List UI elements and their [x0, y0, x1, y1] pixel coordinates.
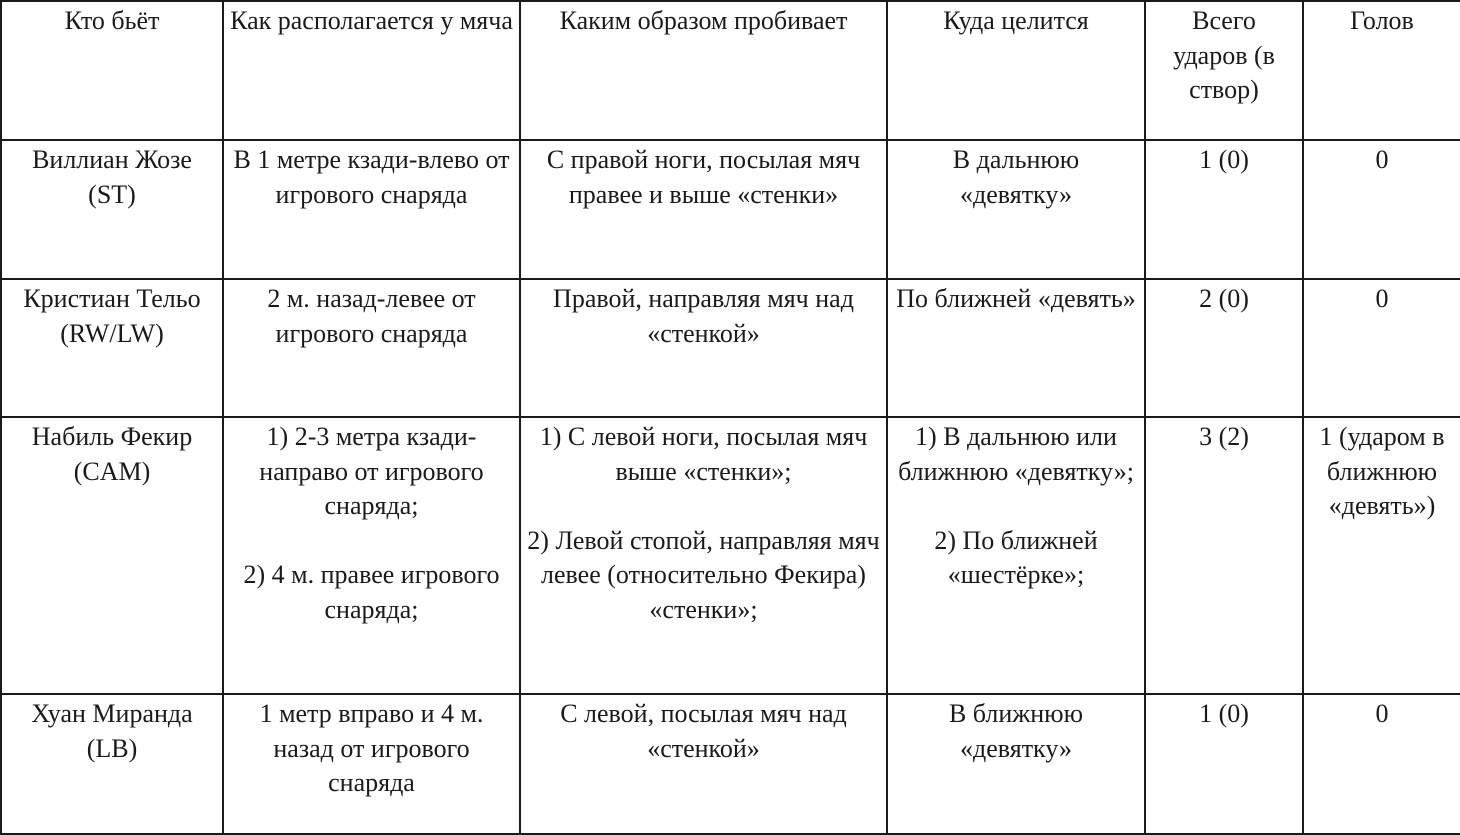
cell-position: В 1 метре кзади-влево от игрового снаряда	[223, 140, 520, 279]
cell-shooter: Виллиан Жозе (ST)	[1, 140, 223, 279]
cell-shooter: Набиль Фекир (CAM)	[1, 417, 223, 694]
table-row	[1, 694, 1460, 834]
header-row	[1, 1, 1460, 140]
cell-total-shots: 1 (0)	[1145, 140, 1303, 279]
table-row	[1, 417, 1460, 694]
cell-position: 1) 2-3 метра кзади-направо от игрового снаряда; 2) 4 м. правее игрового снаряда;	[223, 417, 520, 694]
cell-technique: Правой, направляя мяч над «стенкой»	[520, 279, 887, 417]
cell-total-shots: 1 (0)	[1145, 694, 1303, 834]
header-cell-position: Как располагается у мяча	[223, 1, 520, 140]
cell-technique: 1) С левой ноги, посылая мяч выше «стенки»; 2) Левой стопой, направляя мяч левее (относительно Фекира) «стенки»;	[520, 417, 887, 694]
cell-goals: 0	[1303, 694, 1460, 834]
header-cell-goals: Голов	[1303, 1, 1460, 140]
cell-shooter: Хуан Миранда (LB)	[1, 694, 223, 834]
table-row	[1, 279, 1460, 417]
cell-target: По ближней «девять»	[887, 279, 1145, 417]
cell-goals: 0	[1303, 279, 1460, 417]
cell-total-shots: 2 (0)	[1145, 279, 1303, 417]
table-row	[1, 140, 1460, 279]
cell-shooter: Кристиан Тельо (RW/LW)	[1, 279, 223, 417]
cell-total-shots: 3 (2)	[1145, 417, 1303, 694]
header-cell-total-shots: Всего ударов (в створ)	[1145, 1, 1303, 140]
cell-goals: 0	[1303, 140, 1460, 279]
header-cell-target: Куда целится	[887, 1, 1145, 140]
cell-goals: 1 (ударом в ближнюю «девять»)	[1303, 417, 1460, 694]
cell-position: 2 м. назад-левее от игрового снаряда	[223, 279, 520, 417]
cell-technique: С левой, посылая мяч над «стенкой»	[520, 694, 887, 834]
cell-target: В ближнюю «девятку»	[887, 694, 1145, 834]
header-cell-shooter: Кто бьёт	[1, 1, 223, 140]
cell-technique: С правой ноги, посылая мяч правее и выше «стенки»	[520, 140, 887, 279]
header-cell-technique: Каким образом пробивает	[520, 1, 887, 140]
cell-target: 1) В дальнюю или ближнюю «девятку»; 2) По ближней «шестёрке»;	[887, 417, 1145, 694]
cell-target: В дальнюю «девятку»	[887, 140, 1145, 279]
cell-position: 1 метр вправо и 4 м. назад от игрового снаряда	[223, 694, 520, 834]
